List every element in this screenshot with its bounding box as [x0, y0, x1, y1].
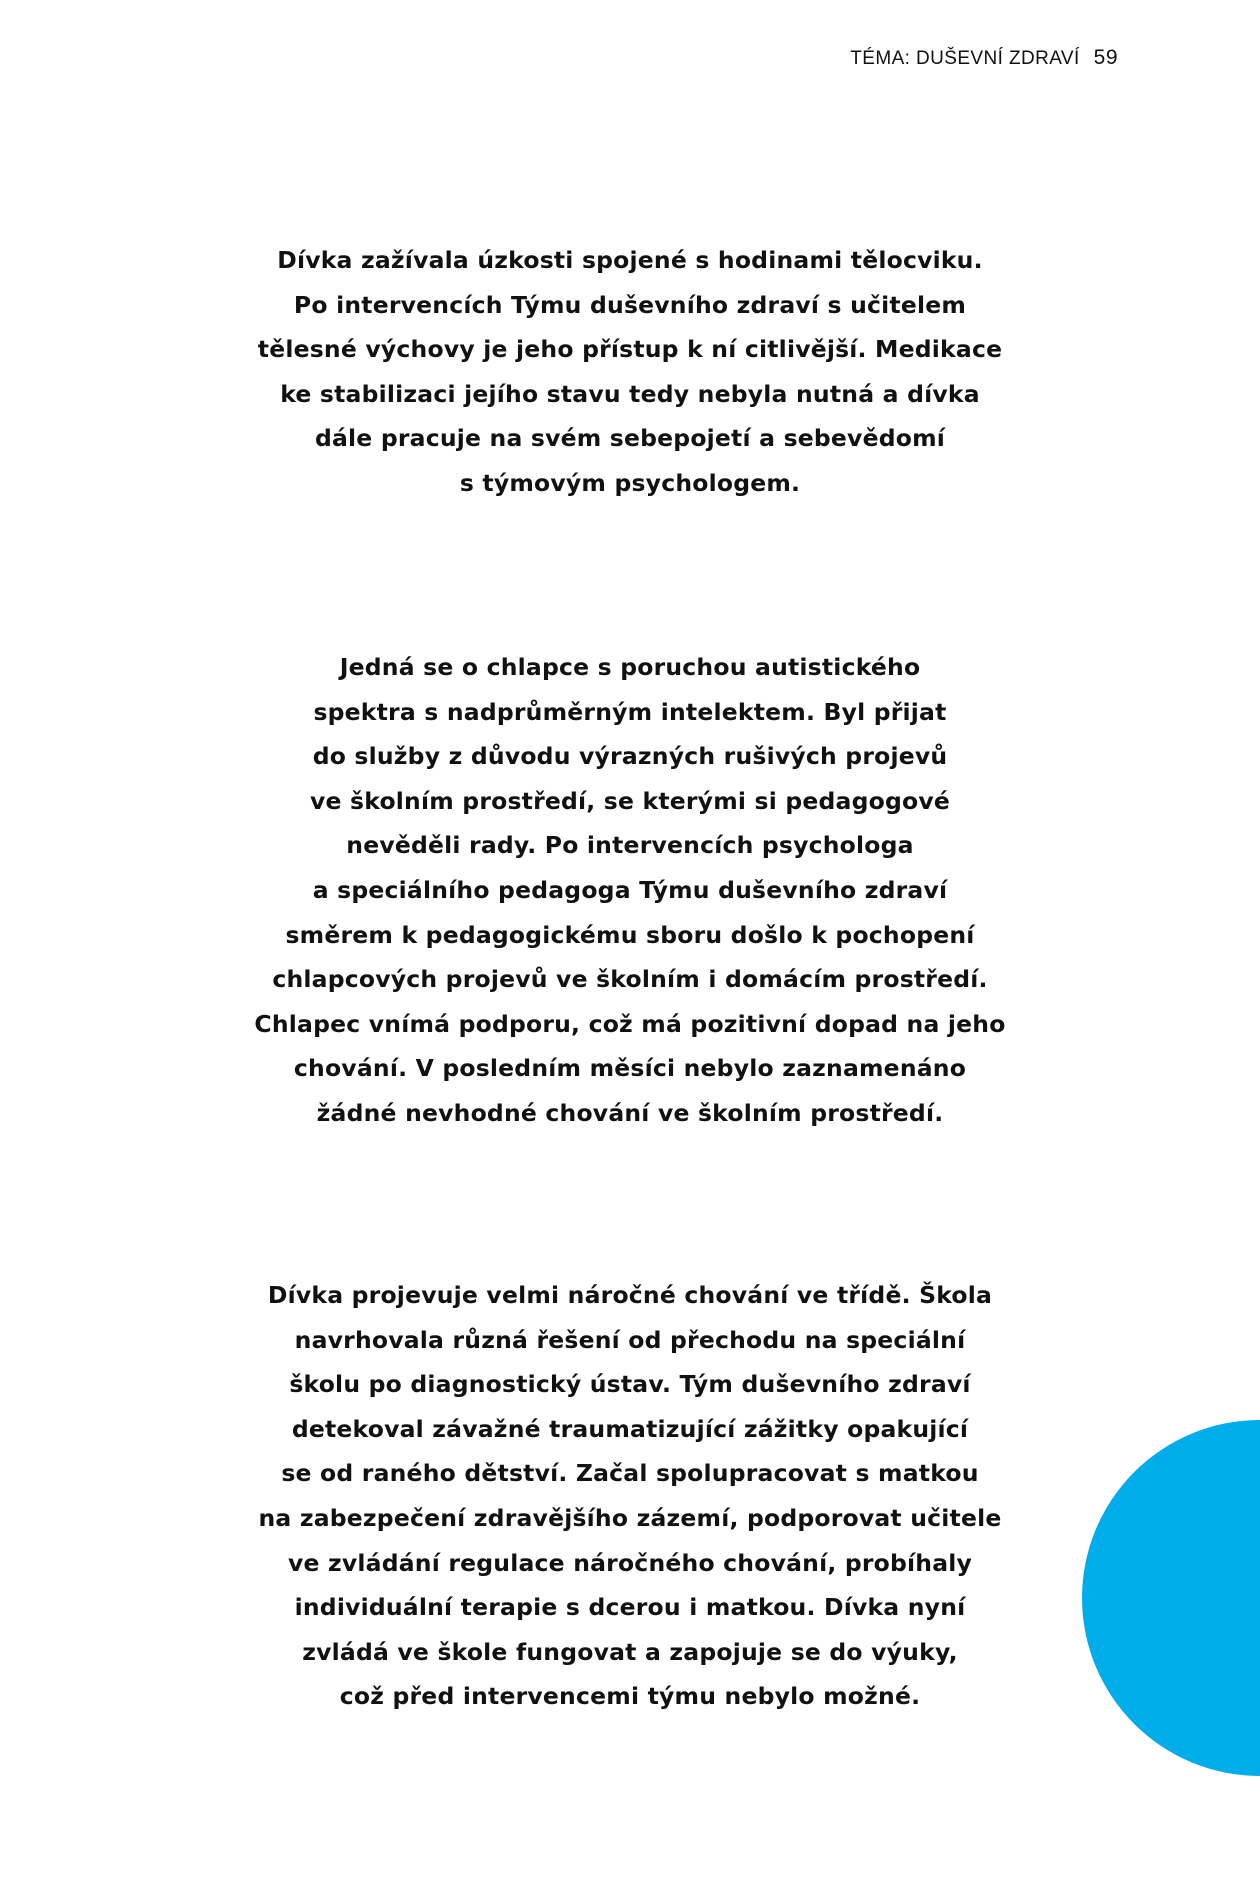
- story-line: ve zvládání regulace náročného chování, probíhaly: [287, 1548, 973, 1577]
- story-line: Jedná se o chlapce s poruchou autistického: [339, 653, 921, 681]
- story-line: žádné nevhodné chování ve školním prostředí.: [316, 1098, 944, 1127]
- story-line: na zabezpečení zdravějšího zázemí, podporovat učitele: [258, 1503, 1002, 1532]
- decorative-circle: [1082, 1420, 1260, 1776]
- story-paragraph-1: [230, 238, 1030, 506]
- story-line: navrhovala různá řešení od přechodu na speciální: [294, 1325, 966, 1354]
- running-header: [850, 46, 1118, 70]
- story-line: tělesné výchovy je jeho přístup k ní citlivější. Medikace: [257, 335, 1003, 364]
- story-paragraph-2: [230, 645, 1030, 1136]
- story-paragraph-3: [230, 1273, 1030, 1719]
- story-line: s týmovým psychologem.: [459, 468, 801, 497]
- story-line: Dívka zažívala úzkosti spojené s hodinami tělocviku.: [277, 246, 983, 274]
- header-topic: TÉMA: DUŠEVNÍ ZDRAVÍ: [850, 48, 1080, 69]
- story-line: školu po diagnostický ústav. Tým duševního zdraví: [289, 1370, 971, 1399]
- story-line: se od raného dětství. Začal spolupracovat s matkou: [281, 1459, 979, 1488]
- story-line: směrem k pedagogickému sboru došlo k pochopení: [285, 920, 975, 949]
- story-line: do služby z důvodu výrazných rušivých projevů: [312, 742, 948, 771]
- story-line: detekoval závažné traumatizující zážitky opakující: [291, 1414, 969, 1443]
- story-line: chlapcových projevů ve školním i domácím prostředí.: [272, 965, 988, 994]
- story-line: zvládá ve škole fungovat a zapojuje se do výuky,: [302, 1637, 958, 1666]
- story-line: Dívka projevuje velmi náročné chování ve třídě. Škola: [267, 1281, 993, 1309]
- story-line: Chlapec vnímá podporu, což má pozitivní dopad na jeho: [254, 1009, 1006, 1038]
- page-number: 59: [1093, 46, 1118, 69]
- story-line: nevěděli rady. Po intervencích psychologa: [346, 831, 914, 860]
- story-line: ve školním prostředí, se kterými si pedagogové: [310, 786, 950, 815]
- story-line: chování. V posledním měsíci nebylo zaznamenáno: [293, 1054, 967, 1083]
- story-line: což před intervencemi týmu nebylo možné.: [339, 1682, 921, 1711]
- story-line: spektra s nadprůměrným intelektem. Byl přijat: [313, 697, 947, 726]
- story-line: Po intervencích Týmu duševního zdraví s učitelem: [293, 290, 967, 319]
- story-line: a speciálního pedagoga Týmu duševního zdraví: [312, 875, 948, 904]
- story-line: dále pracuje na svém sebepojetí a sebevědomí: [314, 424, 946, 453]
- story-line: ke stabilizaci jejího stavu tedy nebyla nutná a dívka: [280, 379, 980, 408]
- story-line: individuální terapie s dcerou i matkou. Dívka nyní: [294, 1593, 966, 1622]
